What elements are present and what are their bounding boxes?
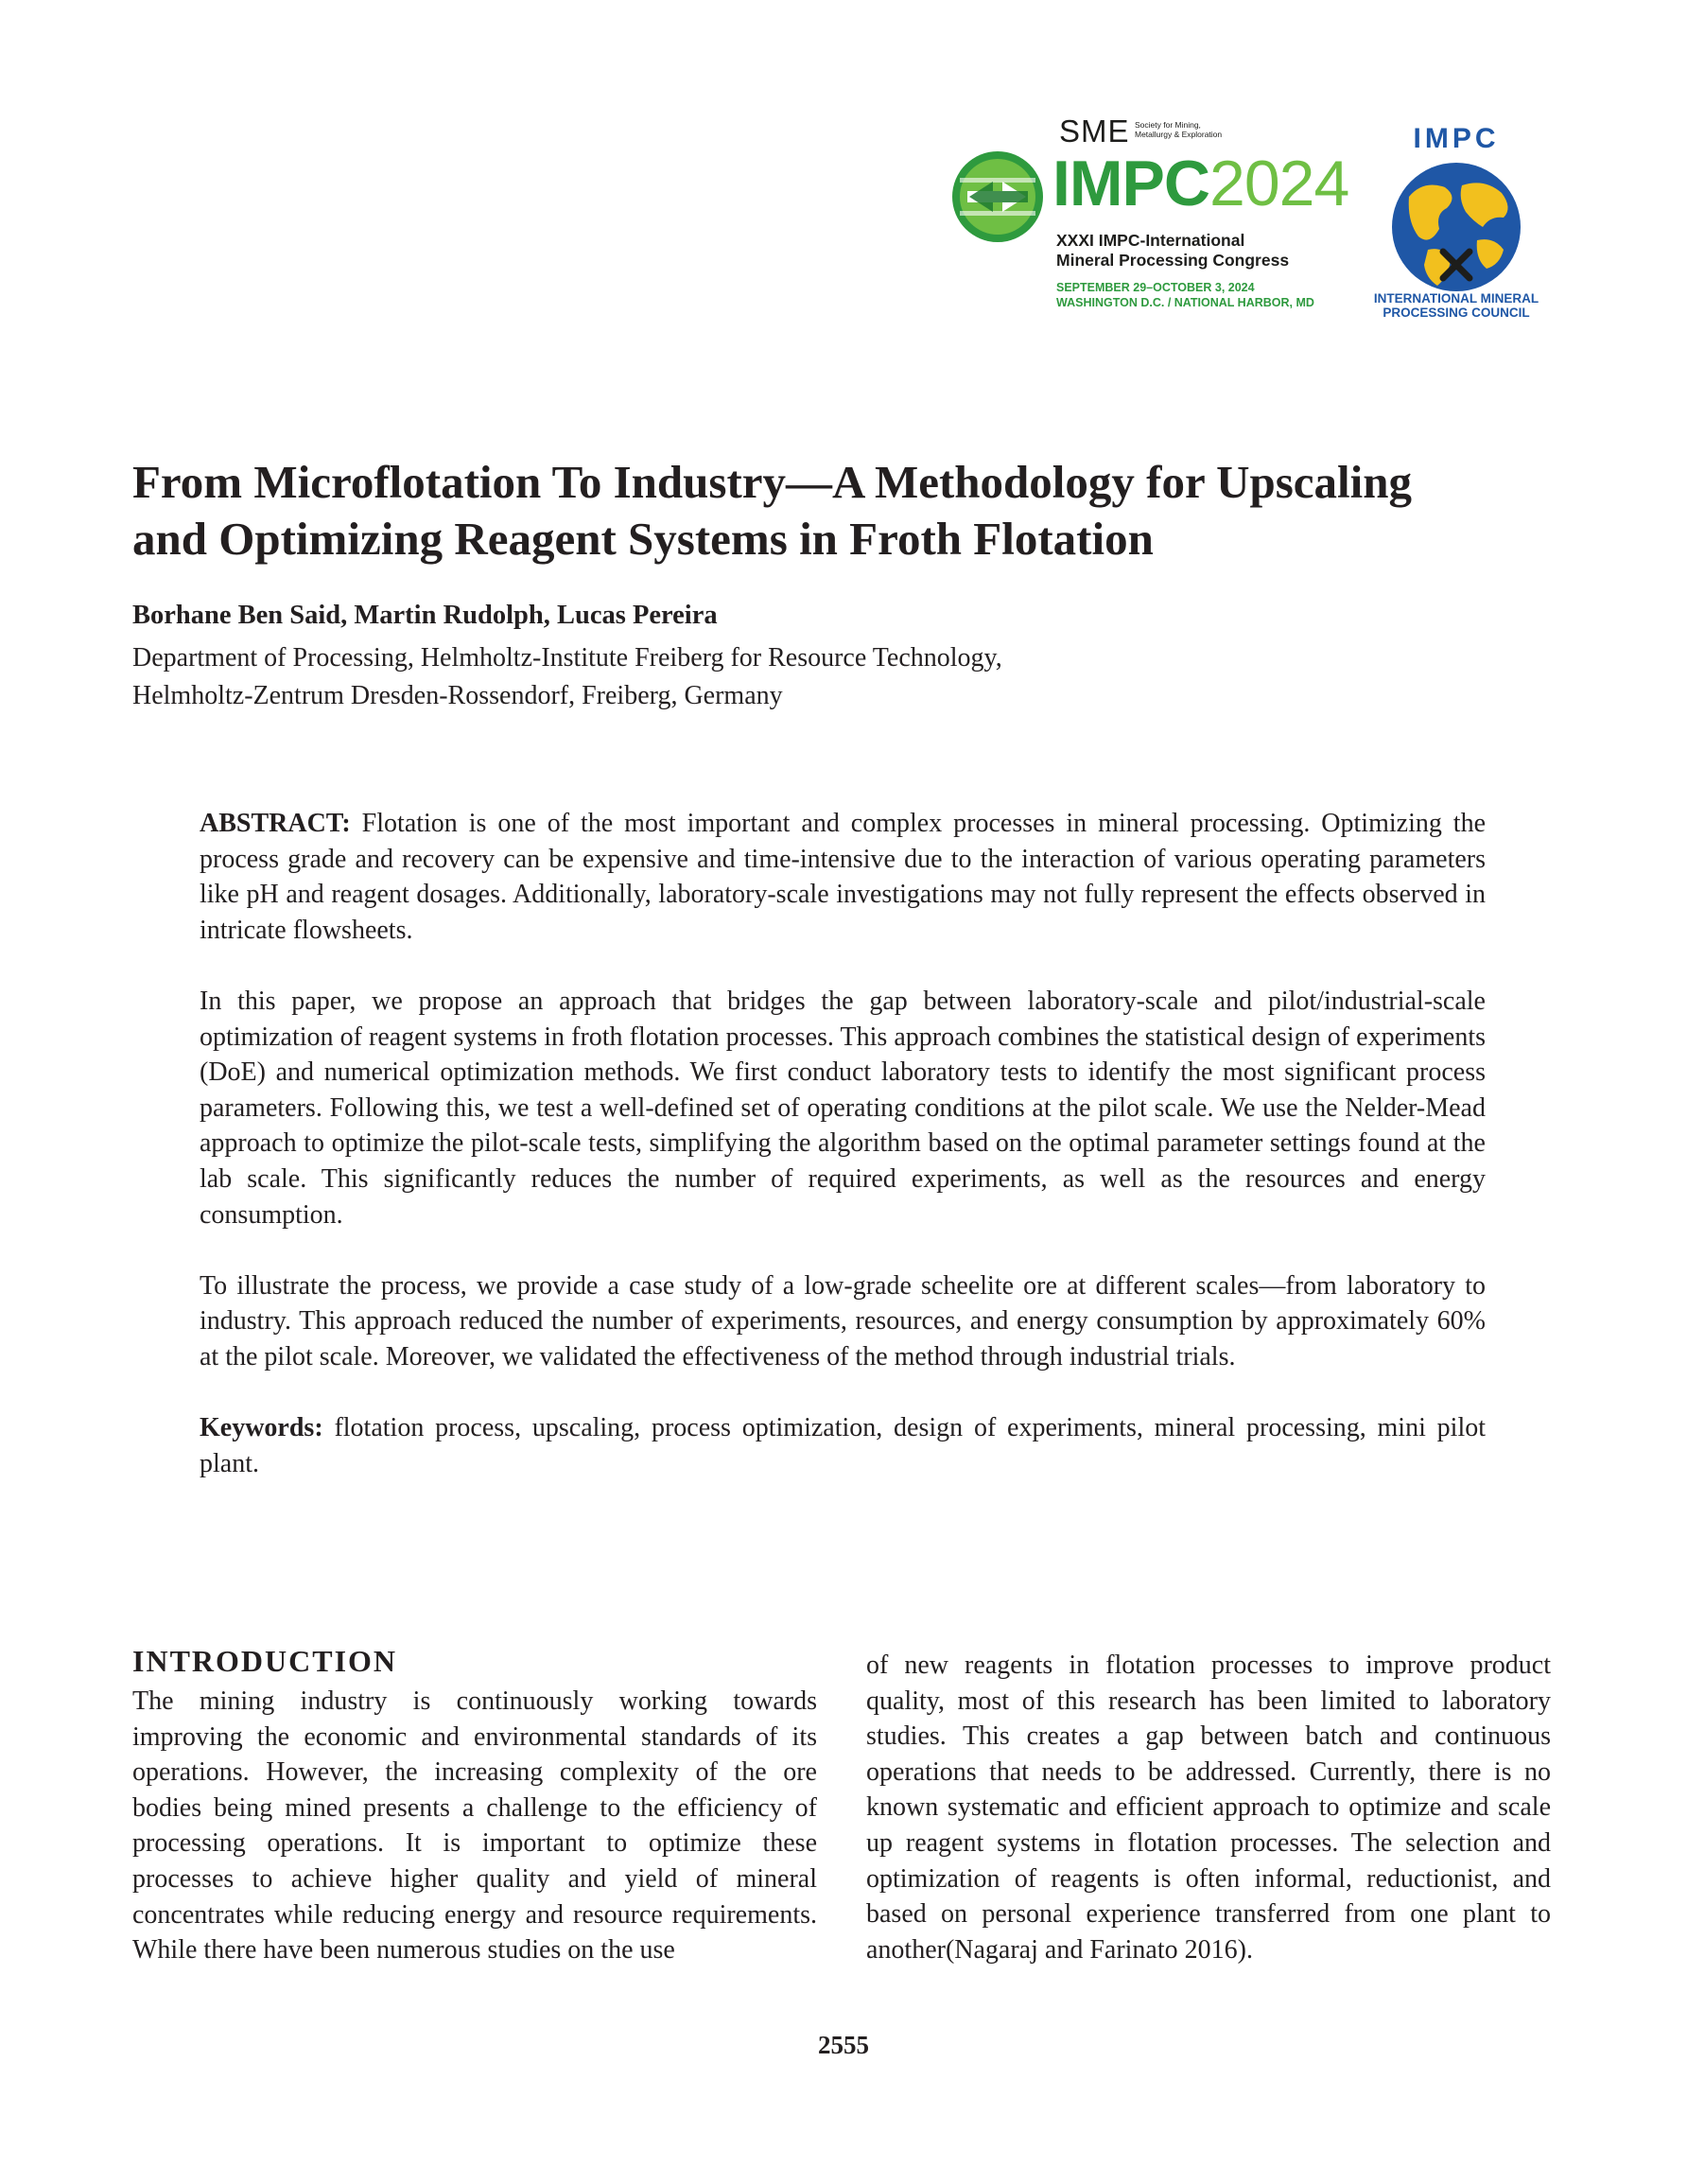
page-number: 2555 — [818, 2031, 869, 2059]
abstract-paragraph-2: In this paper, we propose an approach that bridges the gap between laboratory-scale and pilot/industrial-scale optimization of reagent systems in froth flotation processes. This approach combines the statistical design of experiments (DoE) and numerical optimization methods. We first conduct laboratory tests to identify the most significant process parameters. Following this, we test a well-defined set of operating conditions at the pilot scale. We use the Nelder-Mead approach to optimize the pilot-scale tests, simplifying the algorithm based on the optimal parameter settings found at the lab scale. This significantly reduces the number of required experiments, as well as the resources and energy consumption. — [200, 986, 1486, 1230]
council-line-1: INTERNATIONAL MINERAL — [1373, 291, 1539, 306]
abstract-paragraph-1 — [200, 806, 1486, 948]
congress-dates — [1056, 280, 1314, 310]
council-top-word: IMPC — [1413, 123, 1500, 154]
abstract-text-1: Flotation is one of the most important and complex processes in mineral processing. Optimizing the process grade and recovery can be expensive and time-intensive due to the interaction of various operating parameters like pH and reagent dosages. Additionally, laboratory-scale investigations may not fully represent the effects observed in intricate flowsheets. — [200, 809, 1486, 945]
affiliation-line-2: Helmholtz-Zentrum Dresden-Rossendorf, Freiberg, Germany — [132, 681, 783, 710]
impc-2024-conference-logo — [950, 114, 1348, 322]
impc-2024-wordmark — [1052, 149, 1348, 218]
keywords-paragraph — [200, 1410, 1486, 1481]
title-line-2: and Optimizing Reagent Systems in Froth Flotation — [132, 513, 1154, 565]
abstract-section — [200, 806, 1486, 1517]
impc-council-logo — [1362, 123, 1560, 322]
title-line-1: From Microflotation To Industry—A Methodology for Upscaling — [132, 456, 1413, 508]
affiliation-line-1: Department of Processing, Helmholtz-Institute Freiberg for Resource Technology, — [132, 643, 1002, 673]
section-heading-introduction: INTRODUCTION — [132, 1644, 398, 1678]
congress-line-2: Mineral Processing Congress — [1056, 251, 1290, 270]
impc-word: IMPC — [1052, 148, 1209, 219]
impc-year: 2024 — [1209, 148, 1349, 219]
introduction-right-column: of new reagents in flotation processes to improve product quality, most of this research has been limited to laboratory studies. This creates a gap between batch and continuous operations that needs to be addressed. Currently, there is no known systematic and efficient approach to optimize and scale up reagent systems in flotation processes. The selection and optimization of reagents is often informal, reductionist, and based on personal experience transferred from one plant to another(Nagaraj and Farinato 2016). — [866, 1651, 1551, 1965]
abstract-paragraph-3: To illustrate the process, we provide a case study of a low-grade scheelite ore at different scales—from laboratory to industry. This approach reduced the number of experiments, resources, and energy consumption by approximately 60% at the pilot scale. Moreover, we validated the effectiveness of the method through industrial trials. — [200, 1270, 1486, 1372]
keywords-text: flotation process, upscaling, process optimization, design of experiments, mineral processing, mini pilot plant. — [200, 1413, 1486, 1478]
introduction-left-column: The mining industry is continuously working towards improving the economic and environmental standards of its operations. However, the increasing complexity of the ore bodies being mined presents a challenge to the efficiency of processing operations. It is important to optimize these processes to achieve higher quality and yield of mineral concentrates while reducing energy and resource requirements. While there have been numerous studies on the use — [132, 1686, 817, 1966]
affiliation — [132, 639, 1362, 715]
dates-line-1: SEPTEMBER 29–OCTOBER 3, 2024 — [1056, 281, 1255, 294]
impc-arrows-icon — [950, 149, 1045, 244]
sme-tagline: Society for Mining, Metallurgy & Exploration — [1135, 120, 1223, 139]
congress-name — [1056, 231, 1289, 271]
paper-title — [132, 454, 1560, 568]
dates-line-2: WASHINGTON D.C. / NATIONAL HARBOR, MD — [1056, 296, 1314, 309]
council-name — [1362, 291, 1551, 320]
sme-wordmark: SME — [1059, 114, 1130, 149]
congress-line-1: XXXI IMPC-International — [1056, 231, 1245, 250]
author-list: Borhane Ben Said, Martin Rudolph, Lucas Pereira — [132, 601, 718, 630]
abstract-label: ABSTRACT: — [200, 809, 351, 838]
council-line-2: PROCESSING COUNCIL — [1383, 306, 1530, 320]
keywords-label: Keywords: — [200, 1413, 323, 1443]
